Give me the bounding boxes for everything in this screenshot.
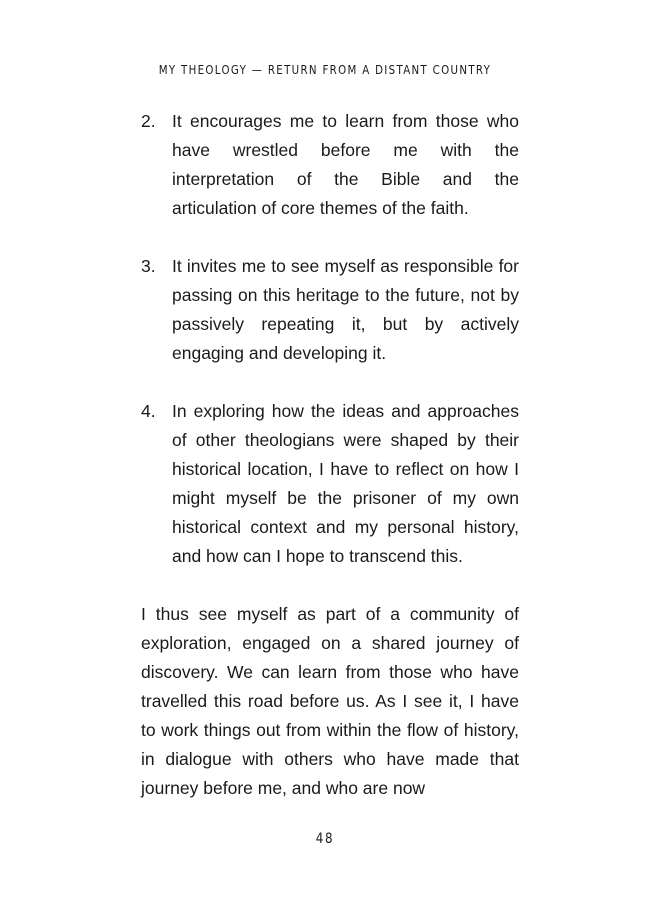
list-item xyxy=(141,397,519,571)
list-item-text: In exploring how the ideas and approaches of other theologians were shaped by their historical location, I have to reflect on how I might myself be the prisoner of my own historical context and my personal history, and how can I hope to transcend this. xyxy=(172,401,519,566)
list-item-text: It encourages me to learn from those who have wrestled before me with the interpretation of the Bible and the articulation of core themes of the faith. xyxy=(172,111,519,218)
list-item-number: 3. xyxy=(141,256,156,276)
page-number: 48 xyxy=(315,831,335,847)
list-item-number: 4. xyxy=(141,401,156,421)
running-head: MY THEOLOGY — RETURN FROM A DISTANT COUNTRY xyxy=(158,62,492,77)
list-item xyxy=(141,107,519,223)
list-item xyxy=(141,252,519,368)
list-item-number: 2. xyxy=(141,111,156,131)
page-content xyxy=(141,107,519,803)
list-item-text: It invites me to see myself as responsible for passing on this heritage to the future, not by passively repeating it, but by actively engaging and developing it. xyxy=(172,256,519,363)
body-paragraph: I thus see myself as part of a community of exploration, engaged on a shared journey of discovery. We can learn from those who have travelled this road before us. As I see it, I have to work things out from within the flow of history, in dialogue with others who have made that journey before me, and who are now xyxy=(141,604,519,798)
